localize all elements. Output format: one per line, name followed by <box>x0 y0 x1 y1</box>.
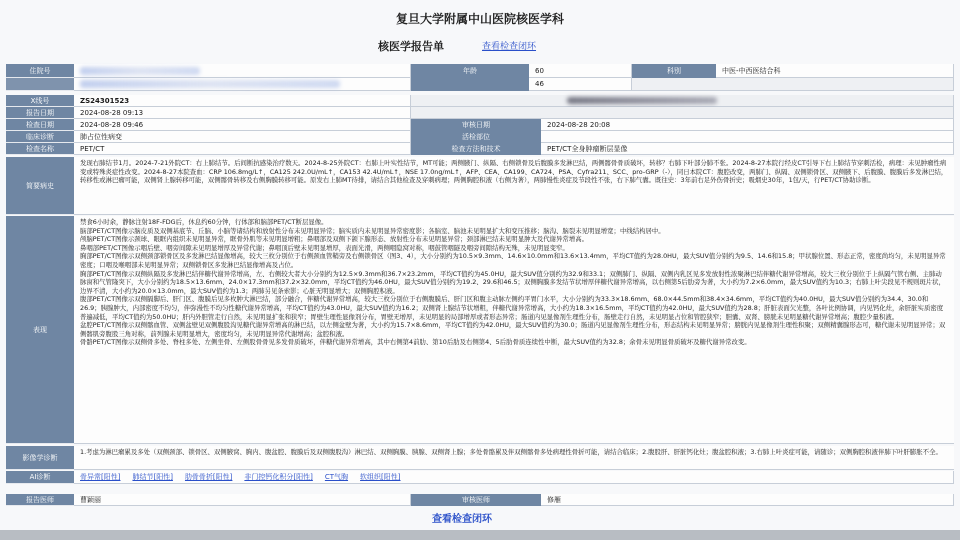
ai-link-pneumothorax[interactable]: CT气胸 <box>324 473 349 481</box>
reporter-label: 报告医师 <box>6 494 74 506</box>
history-text <box>74 157 954 215</box>
findings-paragraph: 鼻咽部PET/CT图像示咽后壁、咽旁间隙未见明显增厚及异常代谢；鼻咽顶后壁未见明显增厚，表面光滑，两侧咽隐窝对称，咽鼓管咽隧及咽旁间隙结构无殊，未见明显变窄。 <box>80 243 569 252</box>
report-title: 核医学报告单 <box>378 40 444 53</box>
findings-paragraph: 颅脑PET/CT图像示颈球、眼眶内组织未见明显异常，眶骨外肌等未见明显增粗；鼻咽部及双侧下颌下腺形态、放射性分布未见明显异常；颈部淋巴结未见明显肿大及代谢异常增高。 <box>80 235 588 244</box>
hospital-title: 复旦大学附属中山医院核医学科 <box>395 12 564 26</box>
row-diagnosis <box>6 446 954 470</box>
findings-label: 表现 <box>6 216 74 444</box>
review-date-label: 审核日期 <box>411 119 541 131</box>
clinical-dx-label: 临床诊断 <box>6 131 74 143</box>
row-clinical-dx <box>6 131 954 143</box>
row-inpatient <box>6 64 954 78</box>
row-exam-name <box>6 143 954 155</box>
ai-link-rib-fracture[interactable]: 肋骨骨折[阳性] <box>184 473 233 481</box>
extra-right <box>632 78 954 91</box>
row-exam-date <box>6 119 954 131</box>
extra-label <box>6 78 74 91</box>
review-date-value: 2024-08-28 20:08 <box>541 119 954 131</box>
exam-name-label: 检查名称 <box>6 143 74 155</box>
row-extra <box>6 78 954 91</box>
xray-label: X线号 <box>6 95 74 107</box>
department-value: 中医-中西医结合科 <box>716 64 954 78</box>
ai-link-bone-abnormality[interactable]: 骨异常[阳性] <box>80 473 121 481</box>
xray-value: ZS24301523 <box>74 95 411 107</box>
findings-paragraph: 骨骼PET/CT图像示双侧骨多处、脊柱多处、左侧坐骨、左侧股骨骨见多发骨质破坏，伴糖代谢异常增高，其中右侧第4前肋、第10后肋及右侧第4、5后肋骨质连续性中断，最大SUV值约为32.8；余骨未见明显骨质破坏及糖代谢异常改变。 <box>80 338 751 347</box>
findings-paragraph: 胸部PET/CT图像示双侧颈部锁骨区及多发淋巴结显像增高，较大三枚分别位于右侧颈血管鞘旁及右侧锁骨区（图3、4），大小分别约为10.5×9.3mm、14.6×10.0mm和13.6×13.4mm，平均CT值约为28.0HU，最大SUV值分别约为9.5、14.6和15.8；甲状腺位置、形态正常，密度尚均匀，未见明显异常密度；口咽及喉咽部未见明显异常；双侧锁骨区多发淋巴结显像增高及占位。 <box>80 252 946 269</box>
method-value: PET/CT全身肿瘤断层显像 <box>541 143 954 155</box>
ai-link-calcium-score[interactable]: 非门控钙化积分[阳性] <box>244 473 313 481</box>
ai-link-lung-nodule[interactable]: 肺结节[阳性] <box>132 473 173 481</box>
diagnosis-text <box>74 446 954 470</box>
method-label: 检查方法和技术 <box>411 143 541 155</box>
extra-mid-label <box>411 78 529 91</box>
view-closed-loop-bottom-link[interactable]: 查看检查闭环 <box>432 514 492 525</box>
reviewer-label: 审核医师 <box>411 494 541 506</box>
xray-right <box>411 95 954 107</box>
activity-label: 活检部位 <box>411 131 541 143</box>
inpatient-label: 住院号 <box>6 64 74 78</box>
row-ai <box>6 471 954 484</box>
report-date-value: 2024-08-28 09:13 <box>74 107 411 119</box>
redacted-block <box>567 97 717 104</box>
age-value: 60 <box>529 64 632 78</box>
ai-link-soft-tissue[interactable]: 软组织[阳性] <box>360 473 401 481</box>
history-paragraph: 发现右肺结节1月。2024-7-21外院CT：右上肺结节。后间断抗感染治疗数天。2024-8-25外院CT：右肺上叶实性结节，MT可能；两侧腋门、纵隔、右侧锁骨及后腹膜多发淋巴结，两侧髂骨骨质破坏，转移？右肺下叶部分肺不张。2024-8-27本院行经皮CT引导下右上肺结节穿刺活检，病理：未见肿瘤性病变或特殊炎症性改变。2024-8-27本院查血：CRP 106.8mg/L↑，CA125 242.0U/mL↑，CA153 42.4U/mL↑，NSE 17.0ng/mL↑，AFP、CEA、CA199、CA724、PSA、Cyfra211、SCC、pro-GRP（-），同日本院CT：腹腔改变，两肺门、纵隔、双侧锁骨区、双侧腋下、后腹膜、腹膜后多发淋巴结，转移性或淋巴瘤可能，双侧肾上腺转移可能，双侧髂骨转移及右侧胸膜转移可能。原发右上肺MT待排，请结合其他检查及穿刺病理；两侧胸腔积液（右侧为著），两肺慢性炎症及节段性不张，右下肺气囊。既往史：3年前右足外伤骨折史；吸烟史30年，1包/天，行PET/CT协助诊断。 <box>80 159 948 185</box>
department-label: 科别 <box>632 64 716 78</box>
redacted-block <box>80 80 340 88</box>
report-date-right <box>411 107 954 119</box>
row-history <box>6 157 954 215</box>
exam-date-label: 检查日期 <box>6 119 74 131</box>
view-closed-loop-link[interactable]: 查看检查闭环 <box>482 42 537 52</box>
findings-paragraph: 腹部PET/CT图像示双侧膈脚后、肝门区、腹膜后见多枚肿大淋巴结，部分融合，伴糖代谢异常增高，较大三枚分别位于右侧腹膜后、肝门区和腹主动脉左侧约平胃门水平，大小分别约为33.3×18.6mm、68.0×44.5mm和38.4×34.6mm，平均CT值约为40.0HU，最大SUV值分别约为34.4、30.0和26.9；胰腺肿大，内部密度不均匀，伴弥漫性不均匀性糖代谢异常增高，平均CT值约为43.0HU，最大SUV值约为16.2；双侧肾上腺结节状增粗，伴糖代谢异常增高，大小约为18.3×16.5mm，平均CT值约为42.0HU，最大SUV值约为28.8；肝脏表面欠光整，各叶比例协调，内见钙化灶，余肝脏实质密度普遍减低，平均CT值约为50.0HU；肝内外胆管走行自然，未见明显扩张和狭窄；胃壁生理性显像剂分布，胃壁无增厚，未见明显的局部增厚或者形态异常；肠道内见显像剂生理性分布，肠壁走行自然，未见明显占位和管腔狭窄；胆囊、双肾、膀胱未见明显糖代谢异常增高；腹腔少量积液。 <box>80 295 944 321</box>
inpatient-value <box>74 64 411 78</box>
row-findings <box>6 216 954 444</box>
findings-paragraph: 脑部PET/CT图像示脑皮质及双侧基底节、丘脑、小脑等诸结构和放射性分布未见明显异常；脑实质内未见明显异常密度影；各脑室、脑池未见明显扩大和变压推移；脑沟、脑裂未见明显增宽；中线结构居中。 <box>80 226 665 235</box>
row-xray <box>6 95 954 107</box>
diagnosis-paragraph: 1.考虑为淋巴瘤累及多处（双侧颈部、锁骨区、双侧腋窝、胸内、腹盆腔、腹膜后及双侧腹股沟）淋巴结、双侧胸膜、胰腺、双侧肾上腺；多处骨骼累及伴双侧髂骨多处病理性骨折可能，请结合临床；2.腹股肝、肝脏钙化灶；腹盆腔积液；3.右肺上叶炎症可能，请随诊；双侧胸腔积液伴肺下叶肝膨胀不全。 <box>80 448 942 456</box>
row-report-date <box>6 107 954 119</box>
age-label: 年龄 <box>411 64 529 78</box>
reporter-value: 曹颖丽 <box>74 494 411 506</box>
row-signature <box>6 494 954 506</box>
findings-paragraph: 胸部PET/CT图像示双侧纵隔及多发淋巴结伴糖代谢异常增高，左、右侧较大者大小分别约为12.5×9.3mm和36.7×23.2mm，平均CT值约为45.0HU，最大SUV值分别约为32.9和33.1；双侧肺门、纵隔、双侧内乳区见多发放射性浓聚淋巴结伴糖代谢异常增高，较大三枚分别位于上纵隔气管右侧、主肺动脉窗和气管隆突下，大小分别约为18.5×13.6mm、24.0×17.3mm和37.2×32.0mm，平均CT值约为46.0HU，最大SUV值分别约为19.2、29.6和46.5；双侧胸膜多发结节状增厚伴糖代谢异常增高，以右侧第5后肋旁为著，大小约为7.2×6.0mm，最大SUV值约为10.3；右肺上叶尖段见不规则斑片状，边界不清，大小约为20.0×13.0mm，最大SUV值约为1.3；两肺另见条索影；心脏无明显增大；双侧胸腔积液。 <box>80 269 945 295</box>
monitor-bezel <box>0 530 960 540</box>
findings-text <box>74 216 954 444</box>
redacted-block <box>80 67 200 75</box>
exam-name-value: PET/CT <box>74 143 411 155</box>
ai-links <box>74 471 954 484</box>
history-label: 简要病史 <box>6 157 74 215</box>
exam-date-value: 2024-08-28 09:46 <box>74 119 411 131</box>
findings-paragraph: 盆腔PET/CT图像示双侧髂血管、双侧盆壁见双侧腹股沟见糖代谢异常增高的淋巴结，以左侧盆壁为著，大小约为15.7×8.6mm，平均CT值约为42.0HU，最大SUV值约为30.0；肠道内见显像剂生理性分布，形态结构未见明显异常；膀胱内见显像剂生理性积聚；双侧精囊腺形态可，糖代谢未见明显异常；双侧髂肌旁腹股三角对称，前列腺未见明显增大，密度均匀，未见明显异常代谢增高；盆腔积液。 <box>80 321 946 338</box>
report-date-label: 报告日期 <box>6 107 74 119</box>
reviewer-value: 修雁 <box>541 494 954 506</box>
extra-value-left <box>74 78 411 91</box>
activity-value <box>541 131 954 143</box>
clinical-dx-value: 肺占位性病变 <box>74 131 411 143</box>
extra-value: 46 <box>529 78 632 91</box>
ai-label: AI诊断 <box>6 471 74 484</box>
findings-paragraph: 禁食6小时余，静脉注射18F-FDG后，休息约60分钟，行体部和脑部PET/CT断层显像。 <box>80 218 328 226</box>
diagnosis-label: 影像学诊断 <box>6 446 74 470</box>
